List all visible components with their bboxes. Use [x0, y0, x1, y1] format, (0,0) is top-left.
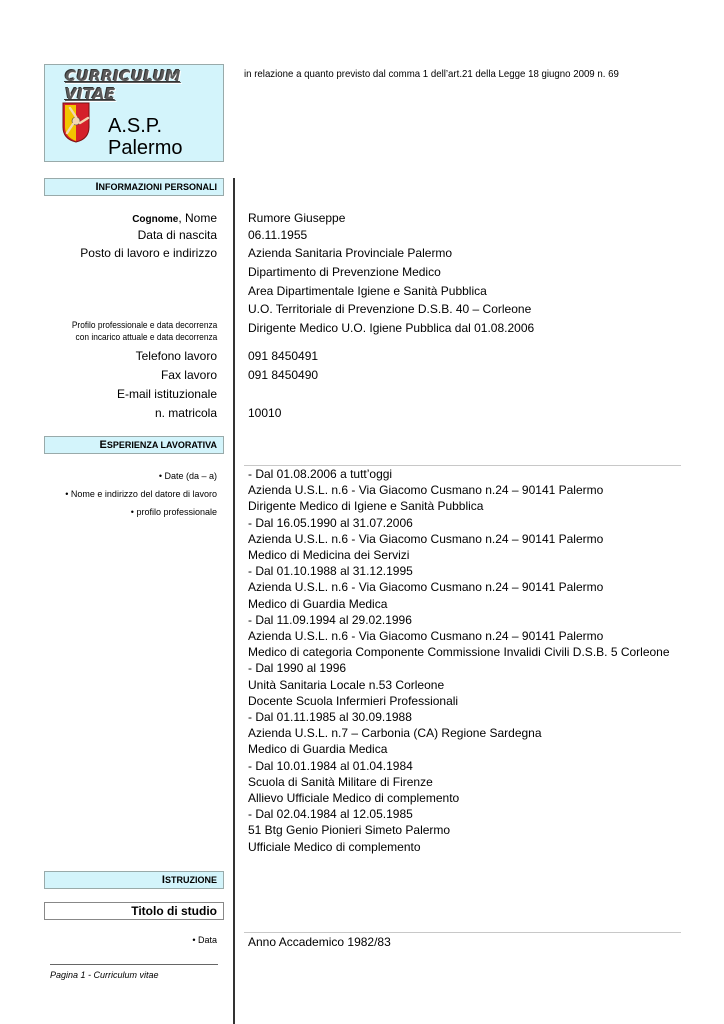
phone-value: 091 8450491: [248, 349, 319, 363]
work-line: - Dal 11.09.1994 al 29.02.1996: [248, 612, 412, 627]
page-footer: Pagina 1 - Curriculum vitae: [50, 970, 159, 980]
section-work-rest: SPERIENZA LAVORATIVA: [106, 440, 217, 450]
work-line: Ufficiale Medico di complemento: [248, 839, 421, 854]
header-box: [44, 64, 224, 162]
education-divider: [244, 932, 681, 933]
phone-label: Telefono lavoro: [135, 349, 217, 363]
work-line: - Dal 10.01.1984 al 01.04.1984: [248, 758, 413, 773]
section-personal-initial: I: [95, 181, 99, 193]
section-education-rest: STRUZIONE: [164, 875, 217, 885]
profile-label-line-1: Profilo professionale e data decorrenza: [71, 320, 217, 331]
work-line: - Dal 01.10.1988 al 31.12.1995: [248, 564, 413, 579]
profile-label: [72, 320, 217, 344]
fax-value: 091 8450490: [248, 368, 319, 382]
section-education-initial: I: [161, 874, 165, 886]
work-line: Azienda U.S.L. n.6 - Via Giacomo Cusmano n.24 – 90141 Palermo: [248, 483, 604, 498]
work-line: Medico di Guardia Medica: [248, 742, 388, 757]
education-date-value: Anno Accademico 1982/83: [248, 935, 391, 949]
email-label: E-mail istituzionale: [116, 387, 217, 401]
work-label-profile: • profilo professionale: [130, 507, 217, 517]
work-line: Scuola di Sanità Militare di Firenze: [248, 774, 433, 789]
section-education: [44, 871, 224, 889]
column-divider: [233, 178, 235, 1024]
matricola-label: n. matricola: [154, 406, 217, 420]
work-label-employer: • Nome e indirizzo del datore di lavoro: [65, 489, 217, 499]
workplace-line-3: Area Dipartimentale Igiene e Sanità Pubblica: [248, 284, 487, 298]
legal-note: in relazione a quanto previsto dal comma 1 dell’art.21 della Legge 18 giugno 2009 n. 69: [244, 68, 619, 80]
work-line: 51 Btg Genio Pionieri Simeto Palermo: [248, 823, 451, 838]
education-date-label: • Data: [192, 935, 217, 945]
titolo-di-studio-box: Titolo di studio: [44, 902, 224, 920]
work-line: Azienda U.S.L. n.6 - Via Giacomo Cusmano n.24 – 90141 Palermo: [248, 531, 604, 546]
work-line: Docente Scuola Infermieri Professionali: [248, 693, 459, 708]
work-line: - Dal 1990 al 1996: [248, 661, 347, 676]
fax-label: Fax lavoro: [160, 368, 217, 382]
section-work-experience: [44, 436, 224, 454]
work-line: Dirigente Medico di Igiene e Sanità Pubblica: [248, 499, 484, 514]
work-line: Azienda U.S.L. n.7 – Carbonia (CA) Regione Sardegna: [248, 726, 542, 741]
cv-title: CURRICULUM VITAE: [65, 67, 181, 103]
nome-label: , Nome: [178, 211, 217, 225]
workplace-line-1: Azienda Sanitaria Provinciale Palermo: [248, 246, 453, 260]
footer-divider: [50, 964, 218, 965]
sicily-emblem-icon: [61, 101, 91, 143]
section-work-initial: E: [99, 439, 107, 451]
work-line: Medico di Guardia Medica: [248, 596, 388, 611]
work-line: - Dal 16.05.1990 al 31.07.2006: [248, 515, 413, 530]
section-personal-info: [44, 178, 224, 196]
profile-label-line-2: con incarico attuale e data decorrenza: [75, 332, 218, 343]
workplace-line-4: U.O. Territoriale di Prevenzione D.S.B. 40 – Corleone: [248, 302, 532, 316]
workplace-label: Posto di lavoro e indirizzo: [80, 246, 217, 260]
work-line: Allievo Ufficiale Medico di complemento: [248, 791, 460, 805]
work-label-dates: • Date (da – a): [158, 471, 217, 481]
work-line: - Dal 01.08.2006 a tutt’oggi: [248, 467, 393, 481]
profile-value: Dirigente Medico U.O. Igiene Pubblica dal 01.08.2006: [248, 321, 535, 335]
workplace-line-2: Dipartimento di Prevenzione Medico: [248, 265, 441, 279]
work-line: Azienda U.S.L. n.6 - Via Giacomo Cusmano n.24 – 90141 Palermo: [248, 629, 604, 643]
cognome-nome-label: [132, 211, 217, 225]
birth-value: 06.11.1955: [248, 228, 308, 242]
birth-label: Data di nascita: [137, 228, 217, 242]
work-divider: [244, 465, 681, 466]
org-name: [108, 115, 182, 159]
work-line: Unità Sanitaria Locale n.53 Corleone: [248, 677, 445, 692]
org-name-line-2: Palermo: [108, 137, 183, 159]
section-personal-rest: NFORMAZIONI PERSONALI: [98, 182, 217, 192]
work-line: Medico di Medicina dei Servizi: [248, 548, 410, 562]
work-field-labels: [65, 467, 217, 521]
work-line: Medico di categoria Componente Commissione Invalidi Civili D.S.B. 5 Corleone: [248, 645, 670, 660]
cognome-label: Cognome: [132, 214, 179, 225]
work-line: - Dal 02.04.1984 al 12.05.1985: [248, 807, 413, 822]
work-line: Azienda U.S.L. n.6 - Via Giacomo Cusmano n.24 – 90141 Palermo: [248, 580, 604, 595]
work-line: - Dal 01.11.1985 al 30.09.1988: [248, 710, 412, 724]
name-value: Rumore Giuseppe: [248, 211, 346, 225]
matricola-value: 10010: [248, 406, 282, 420]
org-name-line-1: A.S.P.: [108, 115, 163, 137]
